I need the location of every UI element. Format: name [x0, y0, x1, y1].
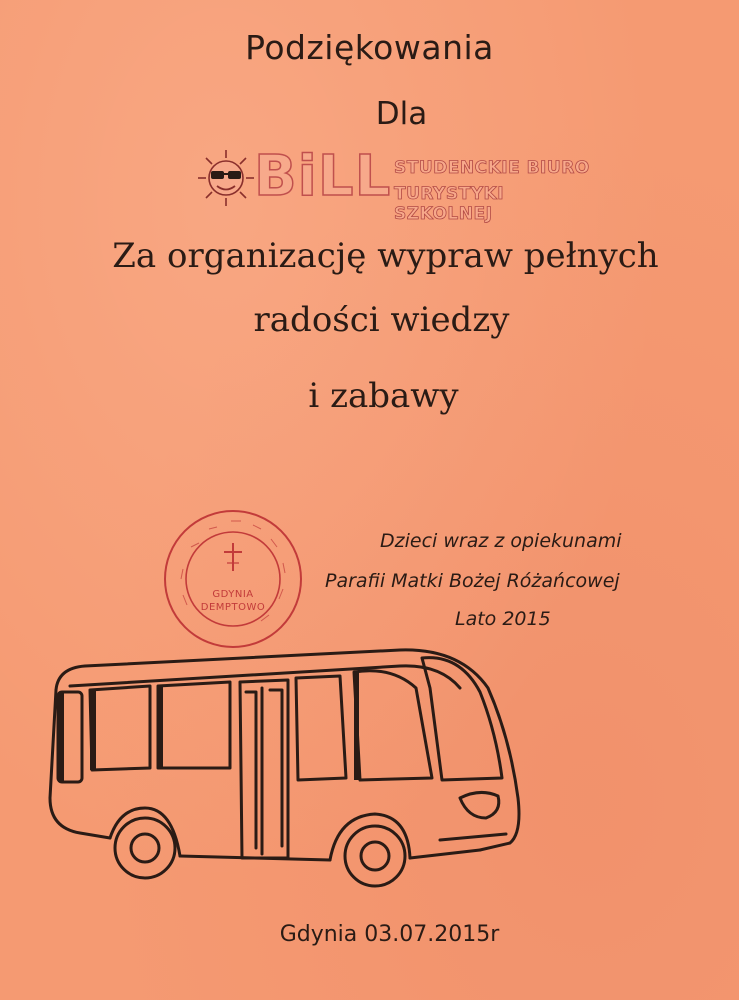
sun-with-sunglasses-icon [196, 148, 256, 208]
document-title: Podziękowania [245, 28, 494, 67]
signature-line-1: Dzieci wraz z opiekunami [380, 530, 622, 552]
logo-line-1: STUDENCKIE BIURO [394, 158, 590, 178]
message-line-1: Za organizację wypraw pełnych [112, 236, 659, 276]
stamp-district: DEMPTOWO [200, 602, 266, 613]
document-date: Gdynia 03.07.2015r [279, 922, 500, 947]
signature-line-2: Parafii Matki Bożej Różańcowej [325, 570, 620, 592]
signature-line-3: Lato 2015 [455, 608, 551, 630]
message-line-2: radości wiedzy [253, 300, 510, 340]
bill-logo [196, 144, 606, 224]
logo-line-2: TURYSTYKI SZKOLNEJ [394, 184, 505, 224]
for-label: Dla [375, 96, 428, 132]
stamp-city: GDYNIA [212, 589, 254, 600]
logo-brand: BiLL [254, 144, 392, 209]
message-line-3: i zabawy [308, 376, 459, 416]
bus-illustration [40, 628, 530, 918]
